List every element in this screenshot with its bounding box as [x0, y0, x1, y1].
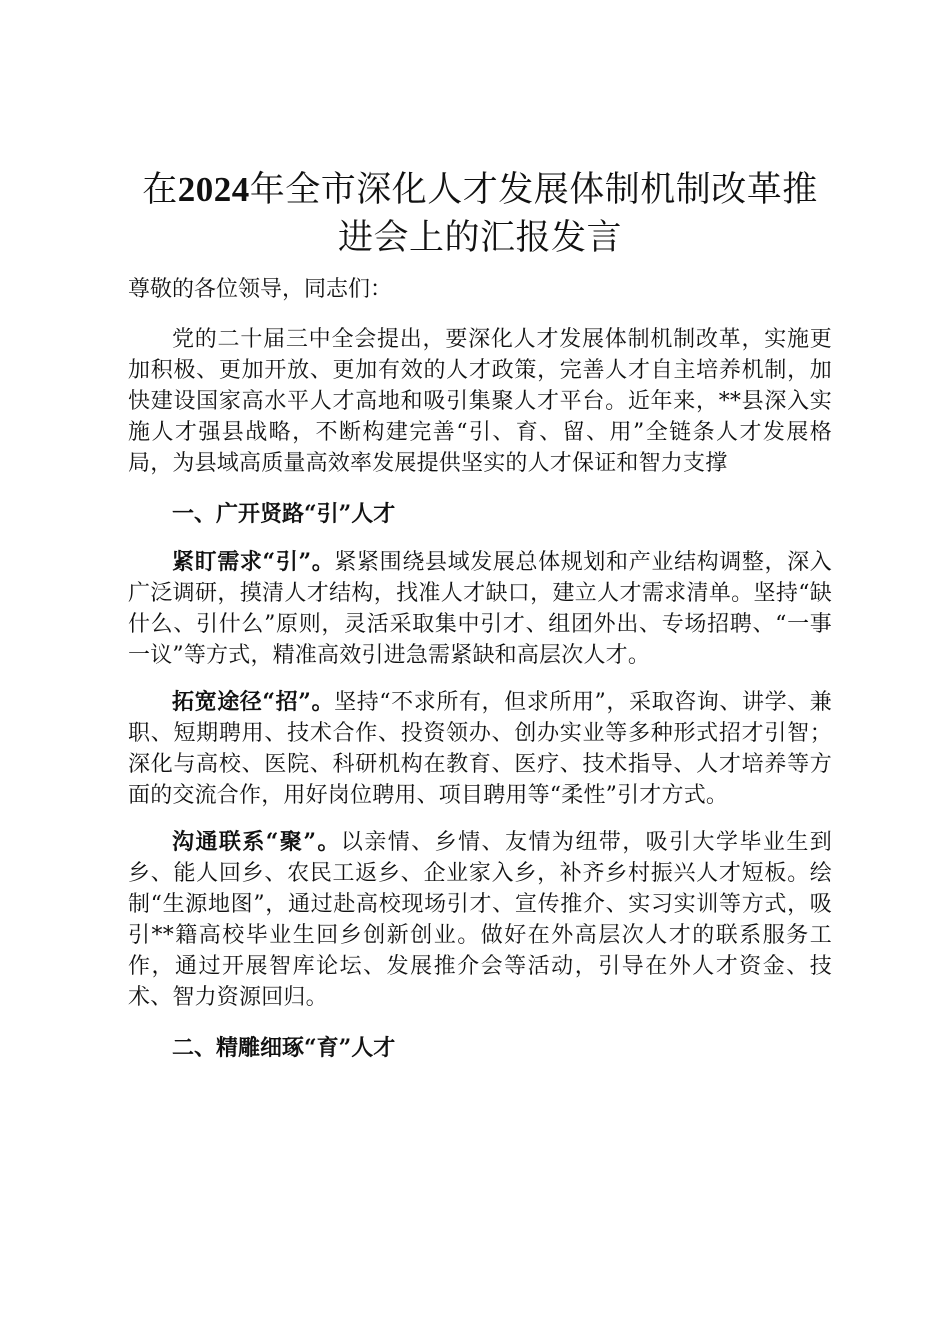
title-year: 2024 — [177, 170, 250, 209]
section-heading-2: 二、精雕细琢“育”人才 — [172, 1035, 396, 1061]
paragraph-lead: 拓宽途径“招”。 — [172, 689, 335, 715]
salutation: 尊敬的各位领导，同志们： — [128, 277, 393, 302]
document-body — [128, 166, 832, 1065]
paragraph-text: 坚持“不求所有，但求所用”，采取咨询、讲学、兼职、短期聘用、技术合作、投资领办、创办实业等多种形式招才引智；深化与高校、医院、科研机构在教育、医疗、技术指导、人才培养等方面的交流合作，用好岗位聘用、项目聘用等“柔性”引才方式。 — [128, 690, 832, 808]
paragraph-text: 紧紧围绕县域发展总体规划和产业结构调整，深入广泛调研，摸清人才结构，找准人才缺口，建立人才需求清单。坚持“缺什么、引什么”原则，灵活采取集中引才、组团外出、专场招聘、“一事一议”等方式，精准高效引进急需紧缺和高层次人才。 — [128, 550, 832, 668]
section-heading-1: 一、广开贤路“引”人才 — [172, 501, 396, 527]
paragraph-gather-talent — [128, 827, 832, 1013]
document-title — [128, 166, 832, 262]
paragraph-text: 以亲情、乡情、友情为纽带，吸引大学毕业生到乡、能人回乡、农民工返乡、企业家入乡，补齐乡村振兴人才短板。绘制“生源地图”，通过赴高校现场引才、宣传推介、实习实训等方式，吸引**籍高校毕业生回乡创新创业。做好在外高层次人才的联系服务工作，通过开展智库论坛、发展推介会等活动，引导在外人才资金、技术、智力资源回归。 — [128, 830, 832, 1010]
paragraph-lead: 沟通联系“聚”。 — [172, 829, 341, 855]
paragraph-recruit-demand — [128, 547, 832, 671]
paragraph-broaden-channels — [128, 687, 832, 811]
paragraph-lead: 紧盯需求“引”。 — [172, 549, 335, 575]
intro-paragraph: 党的二十届三中全会提出，要深化人才发展体制机制改革，实施更加积极、更加开放、更加有效的人才政策，完善人才自主培养机制，加快建设国家高水平人才高地和吸引集聚人才平台。近年来，**县深入实施人才强县战略，不断构建完善“引、育、留、用”全链条人才发展格局，为县域高质量高效率发展提供坚实的人才保证和智力支撑 — [128, 327, 832, 476]
title-rest: 年全市深化人才发展体制机制改革推进会上的汇报发言 — [249, 170, 818, 257]
title-prefix: 在 — [142, 170, 178, 209]
